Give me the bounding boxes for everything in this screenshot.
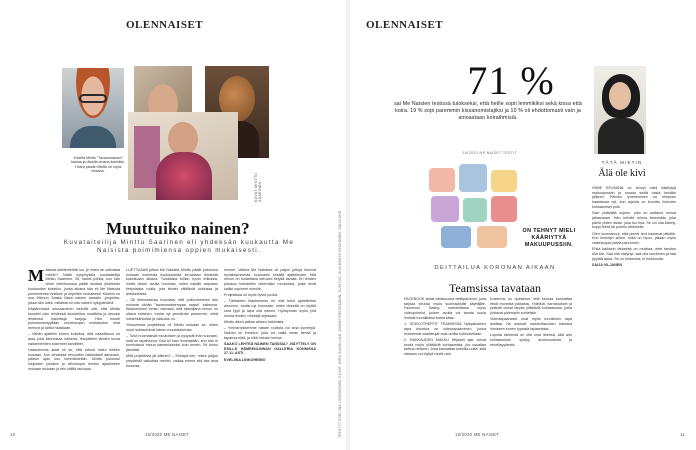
paragraph: – Vähän ajattelin ennen kokeilua, että naisellisuus on asia, joka kiinnostaa naisena. Harjoittelin lähden kuvia naistenlehtien kokeneet tavoitteet. [28, 332, 120, 346]
article-column-1 [28, 268, 120, 428]
paragraph: SAAKO LEHTEÄ NAINEN TANSSIA? -NÄYTTELY ON ESILLÄ HÄMEENLINNAN GALLERIA KONNISSA 27.11. ASTI. [224, 341, 316, 356]
shirt-detail [70, 126, 116, 148]
call-tile [491, 196, 517, 222]
call-tile [429, 168, 455, 192]
paragraph: FACEBOOK avasi lokakuussa deittipalvelun, joka tarjoaa seuraa myös suomalaisille käyttäjille. Facebook Dating mahdollistaa myös videopuhelut, joiden avulla voi tavata uusia ihmisiä turvallisesti kotoa käsin. [404, 297, 486, 320]
paragraph: Maisista naistenlehtiä luo, je miten se vaikuttaa meihin? Näitä kysymyksiä kuvataiteilija Minttu Saarinen, 35, halusi pohtia, kun hän viime helmikuussa päätti aloittaa yhdeksän kuukauden kokeilun, jonka aikana hän eli Me Naisista poimimiensa vinkkien ja ohjeiden mukaisesti. Kokeilu on osa Minnun Saaka illava naisen tanssiin -projektia, jossa hän tutkii, millaista on olla nainen nykypäivänä. [28, 268, 120, 305]
corona-column-1 [404, 297, 486, 427]
paragraph: Kokemus on opettanut, että seuraa kannattaa etsiä monesta paikasta. Yhteisöt, harrastukset ja ystävät voivat tarjota yllättäviä kohtaamisia, jotka johtavat pidempiin suhteisiin. [490, 297, 572, 316]
glasses-detail [79, 94, 107, 103]
column-text [592, 186, 676, 426]
paragraph: Videotapaamiset ovat myös turvallinen tapa aloittaa. Ne antavat mahdollisuuden tutustua ihmiseen ennen fyysistä tapaamista. [490, 317, 572, 331]
call-tile [491, 170, 517, 192]
call-tile [441, 226, 471, 248]
paragraph: – Tällaiseen tilanteeseen en olisi tullut ajatelleeksi aiemmin, mutta nyt huomaan, miten tärkeää on löytää oma tyyli ja tapa olla nainen. Hyödynnän myös yhä monia lehden vinkkejä arjessani. [224, 299, 316, 318]
paragraph: 2. RAKKAUDEN MAKKU Hiljaiset ajat voivat tuoda myös yllättäviä kohtaamisia, jos uskaltaa tarttua hetkeen. Aina kannattaa kokeilla uutta, sillä rakkaus voi löytyä mistä vain. [404, 337, 486, 356]
photo-caption: Yhdellä Minttu "Tavanomainen" haluaa ja olisella omana itsenään. Yhden päivän Minttu oli myös kissana. [70, 156, 126, 174]
call-tile [477, 226, 507, 248]
column-pullquote: ON TEHNYT MIELI KÄÄRIYTYÄ MAKUUPUSSIIN. [522, 228, 576, 248]
paragraph: 1. SOKKOTREFFIT TEAMSISSA Nykyaikainen tapa tutustua on videotapaaminen, jossa molemmat osallistujat ovat omilla kotisohvillaan. [404, 322, 486, 336]
magazine-issue-left: 15/2020 ME NAISET [145, 432, 190, 437]
left-page [0, 0, 346, 450]
stat-percentage: 71 % [467, 58, 555, 103]
article-column-3 [224, 268, 316, 428]
call-tile [459, 164, 487, 192]
corona-column-2 [490, 297, 572, 427]
paragraph: – Oli kiinnostavaa huomata, että pukeutuminen teki minusta vähän "tavanomaisempaa naista" kaikessa. Aikaisemmin tunsin vahvasti, että taiteilijana minun on oltava erilainen, mutta nyt ymmärrän paremmin, mikä mielenkiintoista ja vaikutus on. [126, 297, 218, 321]
section-title-left: OLENNAISET [126, 19, 204, 31]
paragraph: Hassuimmat asiat oli se, että elämä hoitui lehtien mukaan. Kun lehdessä neuvottiin viisikkäästi aamuisin, pääsin ajan kun lemmikkieläin. Minttu pukeutui lukijoiden juhlakin ja viikonloput lehden ajatukseen mukaan mukaan ja teki välillä lauluista. [28, 348, 120, 371]
call-tile [463, 198, 487, 222]
paragraph: Lopulta tärkeintä on olla oma itsensä, sillä aito kohtaaminen syntyy avoimuudesta ja rehellisyydestä. [490, 333, 572, 347]
paragraph: VIIME KEVÄÄNÄ on tehnyt mieli kääriytyä makuupussiin ja nousta sieltä vasta kevään jälkeen. Päivien lyheneminen on erityisen haastavaa nyt, kun arjesta on kuorittu ihmisten kohtaamiset pois. [592, 186, 676, 209]
column-title: Älä ole kivi [598, 168, 646, 179]
paragraph: Käytännössä seuraaminen tarkoitti sitä, että Minttu kuunteli vain lehdessä suositeltua musiikkia ja seurasi lehdessä mainittuja sarjoja. Hän muutti pukeutumistyyliään muotisivujen mukaiseksi, eikä mennyt ja laittoi hiuksiaan. [28, 307, 120, 331]
paragraph: lemme. Vaikka Me Naisissa oli paljon juttuja itsensä hyväksymisestä, huomasin kesällä ajattelevani, että minun on hoidettava kehoani tietyllä tavalla. Eri lehden jutuissa kehotettiin tekemään muutoksia, jotka eivät kaikki sopineet minulle. [224, 268, 316, 291]
page-number-left: 10 [10, 432, 16, 437]
paragraph: Olen huomannut, että pienet teot kantavat pitkälle. Kun keskityn siihen, mikä on hyvin, jaksan myös vaikeampia päiviä paremmin. [592, 231, 676, 245]
paragraph: Ehkä kaikkein tärkeintä on muistaa, ettei tarvitse olla kivi. Saa olla väsynyt, saa olla surullinen ja saa pyytää apua. Se on rohkeutta, ei heikkoutta. [592, 247, 676, 261]
paragraph: – Ymmärryksemme naisen roolista voi aina syventyä. Nainen on ihminen, joka voi valita oman tiensä ja tapansa elää, ja siitä halusin kertoa. [224, 326, 316, 340]
corona-title: Teamsissa tavataan [448, 281, 542, 295]
call-tile [431, 196, 459, 222]
magazine-issue-right: 15/2020 ME NAISET [455, 432, 500, 437]
paragraph: – Tutut huomasivat muutoksen ja kysyivät ihan suoraan, mitä on tapahtunut. Osa oli ihan ihmeissään, kun hän ei tunnistanut minua samanlaiseksi kuin ennen. Se tuntui jännältä. [126, 333, 218, 353]
byline: EVELIINA LINKOHEIMO [224, 357, 266, 362]
paragraph: Projektissa oli myös hyviä puolia. [224, 293, 279, 298]
photo-credit: KUVAT MINTTU SAARINEN [254, 172, 262, 202]
dropcap: M [28, 268, 45, 285]
corona-kicker: DEITTAILUA KORONAN AIKAAN [434, 265, 556, 271]
article-headline: Muuttuiko nainen? [106, 219, 250, 238]
section-title-right: OLENNAISET [366, 19, 444, 31]
column-kicker: TÄTÄ MIETIN [601, 160, 643, 165]
gutter-credits: TEKSTIT: EVELIINA LINKOHEIMO, KUVAT: MIRA SUNDLUND, KIMMO GRESEMANN, KUVITUS: SUVIMARJA KEKKONEN, SAIJA AHO [338, 210, 342, 438]
paragraph: LUETTUAAN juttua Me Naisista Minttu päätti pukeutua mukaan kolmesta kuukaudesta kerrallaan lehdestä kokeiluaan aikana. Tuloksista tulikin hyvin erikoisia, mutta niiden avulla huomasi, miten naisille tarjotaan tietynlaista roolia, jota lehdet välittävät uutisissa ja artikkeleissa. [126, 268, 218, 296]
paragraph: Sain ystävältä ohjeen, joka on auttanut minua jaksamaan. Hän kehotti minua tekemään joka päivä yhden asian, joka tuo iloa. Se voi olla kävely, kuppi teetä tai puhelu läheiselle. [592, 211, 676, 230]
columnist-portrait [594, 66, 646, 154]
paragraph: Minttu aikoo jatkaa aiheen tutkimista. [224, 319, 285, 324]
photo-minttu-glasses [62, 68, 124, 148]
photo-minttu-dress [128, 112, 238, 200]
paragraph: Mitä projektista jäi käteen? – Ehkäpä sen, miten paljon ympäristö vaikuttaa meihin, vaikka emme sitä itse aina huomaa. [126, 354, 218, 368]
paragraph: Ylisuuressa projektissa oli Minttu mukaan se, miten muut suhtautuivat hänen muutokseensa. [126, 322, 218, 332]
stat-source: 15/2020 ME NAISET TESTIT [462, 151, 518, 155]
article-column-2 [126, 268, 218, 428]
byline: SAIJA VILJANEN [592, 262, 622, 267]
page-number-right: 11 [680, 432, 685, 437]
stat-description: sai Me Naisten testissä tulokseksi, että heille sopii lemmikiksi sekä kissa että koira. 19 % sopi paremmin kissanomistajiksi ja 10 % oli ehdottomasti vain ja ainoastaan koiraihmisiä. [394, 101, 582, 121]
video-call-illustration [427, 164, 519, 250]
article-subhead: Kuvataiteilija Minttu Saarinen eli yhdeksän kuukautta Me Naisista poimimiensa oppien mukaisesti. [63, 239, 295, 254]
